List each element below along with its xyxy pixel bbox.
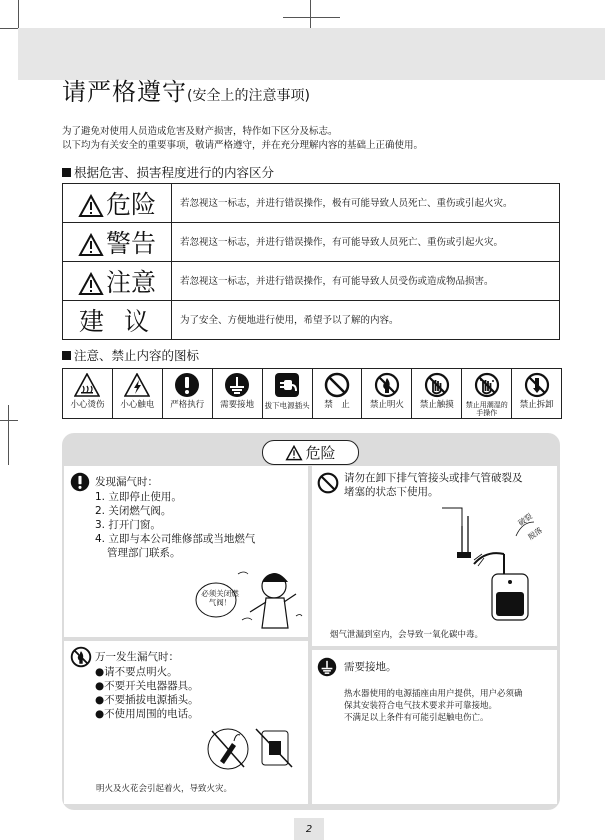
exhaust-caption: 烟气泄漏到室内，会导致一氧化碳中毒。: [330, 630, 484, 640]
icon-legend-item: 禁止触摸: [412, 369, 462, 418]
page-title: 请严格遵守(安全上的注意事项): [62, 78, 310, 106]
no-disassemble-icon: [524, 372, 550, 398]
level-desc: 若忽视这一标志，并进行错误操作，极有可能导致人员死亡、重伤或引起火灾。: [172, 184, 560, 223]
warning-triangle-icon: [78, 194, 104, 218]
list-item: ●不使用周围的电话。: [95, 708, 199, 720]
advice-label: 建 议: [63, 301, 172, 340]
crop-mark: [0, 420, 18, 421]
crop-mark: [283, 17, 340, 18]
exhaust-warning-title: 请勿在卸下排气管接头或排气管破裂及 堵塞的状态下使用。: [344, 472, 523, 498]
prohibited-icon: [324, 372, 350, 398]
grounding-title: 需要接地。: [344, 661, 397, 673]
level-desc: 为了安全、方便地进行使用，希望予以了解的内容。: [172, 301, 560, 340]
electric-shock-icon: [124, 373, 150, 397]
leak-fire-card: [64, 641, 308, 804]
warning-triangle-icon: [78, 272, 104, 296]
list-item: ●不要开关电器器具。: [95, 680, 199, 692]
warning-triangle-icon: [78, 233, 104, 257]
bullet-icon: ●: [95, 666, 105, 678]
water-heater-illustration: [432, 506, 552, 624]
danger-label: 危险: [63, 184, 172, 223]
icon-legend-item: 严格执行: [163, 369, 213, 418]
bullet-icon: ●: [95, 708, 105, 720]
gas-leak-title: 发现漏气时：: [95, 476, 158, 488]
table-row: [63, 262, 560, 301]
warning-label: 警告: [63, 223, 172, 262]
icon-legend-item: 小心触电: [113, 369, 163, 418]
grounding-text: 热水器使用的电源插座由用户提供，用户必须确 保其安装符合电气技术要求并可靠接地。 不满足以上条件有可能引起触电伤亡。: [344, 689, 523, 723]
no-flame-icon: [70, 646, 92, 668]
no-touch-icon: [424, 372, 450, 398]
bullet-icon: ●: [95, 694, 105, 706]
icon-legend-item: 需要接地: [213, 369, 263, 418]
mandatory-icon: [174, 372, 200, 398]
intro-text: [62, 125, 423, 153]
leak-fire-list: [95, 665, 199, 721]
icon-legend-item: 禁止用潮湿的手操作: [462, 369, 512, 418]
section-heading: 根据危害、损害程度进行的内容区分: [62, 163, 274, 181]
speech-bubble-text: 必须关闭燃气阀！: [201, 589, 239, 607]
table-row: [63, 184, 560, 223]
level-desc: 若忽视这一标志，并进行错误操作，有可能导致人员受伤或造成物品损害。: [172, 262, 560, 301]
tag-broken: 破裂: [516, 511, 534, 528]
section-heading: 注意、禁止内容的图标: [62, 346, 199, 364]
gas-leak-steps: [95, 490, 255, 560]
prohibited-icon: [317, 472, 339, 494]
gas-leak-card: [64, 466, 308, 637]
square-bullet-icon: [62, 168, 71, 177]
level-desc: 若忽视这一标志，并进行错误操作，有可能导致人员死亡、重伤或引起火灾。: [172, 223, 560, 262]
list-item: ●不要插拔电源插头。: [95, 694, 199, 706]
exhaust-pipe-card: [312, 466, 557, 646]
list-item: ●请不要点明火。: [95, 666, 178, 678]
danger-panel-header: 危险: [262, 440, 359, 465]
icon-legend-item: 禁止拆卸: [512, 369, 561, 418]
crop-mark: [310, 0, 311, 28]
list-item: 管理部门联系。: [107, 547, 181, 559]
warning-triangle-icon: [285, 445, 303, 461]
ground-icon: [317, 657, 337, 677]
list-item: 1. 立即停止使用。: [95, 491, 182, 503]
bullet-icon: ●: [95, 680, 105, 692]
leak-fire-caption: 明火及火花会引起着火，导致火灾。: [96, 784, 233, 794]
icon-legend-item: 禁止明火: [362, 369, 412, 418]
lighter-switch-illustration: [204, 723, 296, 775]
icon-legend-item: 拔下电源插头: [263, 369, 313, 418]
no-flame-icon: [374, 372, 400, 398]
list-item: 2. 关闭燃气阀。: [95, 505, 172, 517]
icon-legend: [62, 368, 562, 419]
page-number: 2: [294, 818, 324, 840]
table-row: [63, 223, 560, 262]
grounding-card: [312, 650, 557, 804]
leak-fire-title: 万一发生漏气时：: [95, 651, 179, 663]
crop-mark: [8, 405, 9, 465]
intro-line: 以下均为有关安全的重要事项，敬请严格遵守，并在充分理解内容的基础上正确使用。: [62, 140, 424, 151]
ground-icon: [224, 372, 250, 398]
table-row: [63, 301, 560, 340]
no-wet-hands-icon: [474, 372, 500, 398]
caution-label: 注意: [63, 262, 172, 301]
icon-legend-item: 禁 止: [313, 369, 363, 418]
mandatory-icon: [70, 472, 90, 492]
icon-legend-item: 小心烫伤: [63, 369, 113, 418]
crop-mark: [0, 28, 18, 29]
list-item: 4. 立即与本公司维修部或当地燃气: [95, 533, 256, 545]
unplug-icon: [274, 372, 300, 398]
square-bullet-icon: [62, 351, 71, 360]
intro-line: 为了避免对使用人员造成危害及财产损害，特作如下区分及标志。: [62, 126, 338, 137]
tag-detached: 脱落: [526, 525, 544, 542]
hot-surface-icon: [74, 373, 100, 397]
list-item: 3. 打开门窗。: [95, 519, 161, 531]
hazard-level-table: [62, 183, 560, 340]
